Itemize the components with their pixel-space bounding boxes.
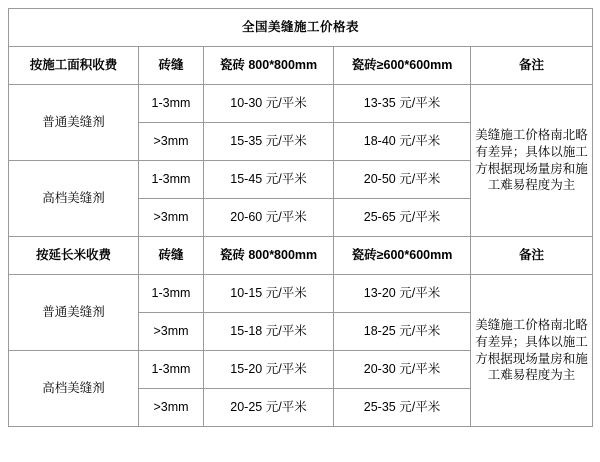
header-note: 备注 — [471, 47, 593, 85]
header-tile-800: 瓷砖 800*800mm — [204, 237, 334, 275]
row-category: 高档美缝剂 — [9, 351, 139, 427]
row-price-600: 20-30 元/平米 — [334, 351, 471, 389]
row-gap: >3mm — [139, 313, 204, 351]
row-price-600: 13-35 元/平米 — [334, 85, 471, 123]
row-price-600: 18-25 元/平米 — [334, 313, 471, 351]
row-price-600: 25-65 元/平米 — [334, 199, 471, 237]
header-tile-600: 瓷砖≥600*600mm — [334, 237, 471, 275]
header-gap: 砖缝 — [139, 47, 204, 85]
table-title-row — [9, 9, 593, 47]
row-price-800: 20-25 元/平米 — [204, 389, 334, 427]
row-gap: 1-3mm — [139, 275, 204, 313]
section-note: 美缝施工价格南北略有差异；具体以施工方根据现场量房和施工难易程度为主 — [471, 275, 593, 427]
page-title: 全国美缝施工价格表 — [9, 9, 593, 47]
row-category: 普通美缝剂 — [9, 275, 139, 351]
row-price-800: 20-60 元/平米 — [204, 199, 334, 237]
row-price-800: 10-15 元/平米 — [204, 275, 334, 313]
row-price-800: 15-35 元/平米 — [204, 123, 334, 161]
row-gap: >3mm — [139, 389, 204, 427]
header-note: 备注 — [471, 237, 593, 275]
row-price-600: 18-40 元/平米 — [334, 123, 471, 161]
table-row — [9, 85, 593, 123]
row-gap: >3mm — [139, 123, 204, 161]
header-gap: 砖缝 — [139, 237, 204, 275]
header-charge-type: 按延长米收费 — [9, 237, 139, 275]
row-gap: 1-3mm — [139, 351, 204, 389]
header-charge-type: 按施工面积收费 — [9, 47, 139, 85]
row-price-600: 13-20 元/平米 — [334, 275, 471, 313]
row-price-800: 15-18 元/平米 — [204, 313, 334, 351]
price-table — [8, 8, 593, 427]
row-price-800: 10-30 元/平米 — [204, 85, 334, 123]
row-price-800: 15-20 元/平米 — [204, 351, 334, 389]
header-tile-800: 瓷砖 800*800mm — [204, 47, 334, 85]
table-row — [9, 275, 593, 313]
row-category: 普通美缝剂 — [9, 85, 139, 161]
row-price-600: 20-50 元/平米 — [334, 161, 471, 199]
row-gap: 1-3mm — [139, 161, 204, 199]
section-header-row — [9, 237, 593, 275]
row-gap: >3mm — [139, 199, 204, 237]
section-note: 美缝施工价格南北略有差异；具体以施工方根据现场量房和施工难易程度为主 — [471, 85, 593, 237]
row-price-800: 15-45 元/平米 — [204, 161, 334, 199]
header-tile-600: 瓷砖≥600*600mm — [334, 47, 471, 85]
row-price-600: 25-35 元/平米 — [334, 389, 471, 427]
row-gap: 1-3mm — [139, 85, 204, 123]
row-category: 高档美缝剂 — [9, 161, 139, 237]
section-header-row — [9, 47, 593, 85]
